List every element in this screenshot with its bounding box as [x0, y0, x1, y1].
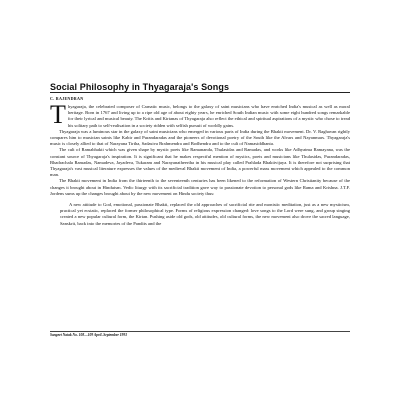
paragraph-2: Thyagaraja was a luminous star in the galaxy of saint musicians who emerged in various parts of India during the Bhakti movement. Dr. V. Raghavan rightly compares him to musician saints like Kabir and Purandaradas and the pioneers of devotional poetry of the South like the Alvars and Nayanmars. Thyagaraja's music is closely allied to that of Narayana Tirtha, Sadasiva Brahmendra and Bodhendra and to the cult of Namasiddhanta.	[50, 128, 350, 147]
block-quote: A new attitude to God, emotional, passionate Bhakti, replaced the old approaches of sacrificial rite and monistic meditation, just as a new mysticism, practical yet ecstatic, replaced the former philosophical type. Forms of religious expression changed: love songs to the Lord were sung, and group singing created a new popular cultural form, the Kirtan. Pushing aside old gods, old attitudes, old cultural forms, the new movement also drove the sacred language, Sanskrit, back into the memories of the Pandits and the	[60, 202, 350, 226]
paragraph-3: The cult of Ramabhakti which was given shape by mystic poets like Ramananda, Thulasidas and Ramadas, and works like Adhyatma Ramayana, was the constant source of Thyagaraja's inspiration. It is significant that he makes respectful mention of mystics, poets and musicians like Thulasidas, Purandaradas, Bhadrachala Ramadas, Namadeva, Jayadeva, Tukaram and Narayanatheertha in his musical play called Prahlada Bhaktivijaya. It is therefore not surprising that Thyagaraja's vast musical literature expresses the values of the medieval Bhakti movement of India, a powerful mass movement which appealed to the common man.	[50, 147, 350, 178]
paragraph-1-text: hyagaraja, the celebrated composer of Carnatic music, belongs to the galaxy of saint musicians who have enriched India's musical as well as moral heritage. Born in 1767 and living up to a ripe old age of about eighty years, he enriched South Indian music with some eight hundred songs remarkable for their lyrical and musical beauty. The Kritis and Kirtanas of Thyagaraja also reflect the ethical and spiritual aspirations of a mystic who chose to tread his solitary path to self-realisation in a society ridden with selfish pursuit of worldly gains.	[67, 104, 350, 128]
page-footer: Sangeet Natak No. 108—109 April–September 1993	[50, 333, 127, 337]
paragraph-1	[50, 100, 350, 129]
article-author: C. RAJENDRAN	[50, 96, 84, 101]
article-title: Social Philosophy in Thyagaraja's Songs	[50, 82, 230, 92]
title-rule	[50, 92, 350, 93]
article-body	[50, 100, 350, 227]
footer-rule	[50, 331, 350, 332]
paragraph-4: The Bhakti movement in India from the thirteenth to the seventeenth centuries has been likened to the reformation of Western Christianity because of the changes it brought about in Hinduism. Vedic liturgy with its sacrificial tradition gave way to passionate devotion to personal gods like Rama and Krishna. J.T.F. Jordens sums up the changes brought about by the new movement on Hindu society thus:	[50, 178, 350, 196]
drop-cap: T	[50, 100, 66, 129]
